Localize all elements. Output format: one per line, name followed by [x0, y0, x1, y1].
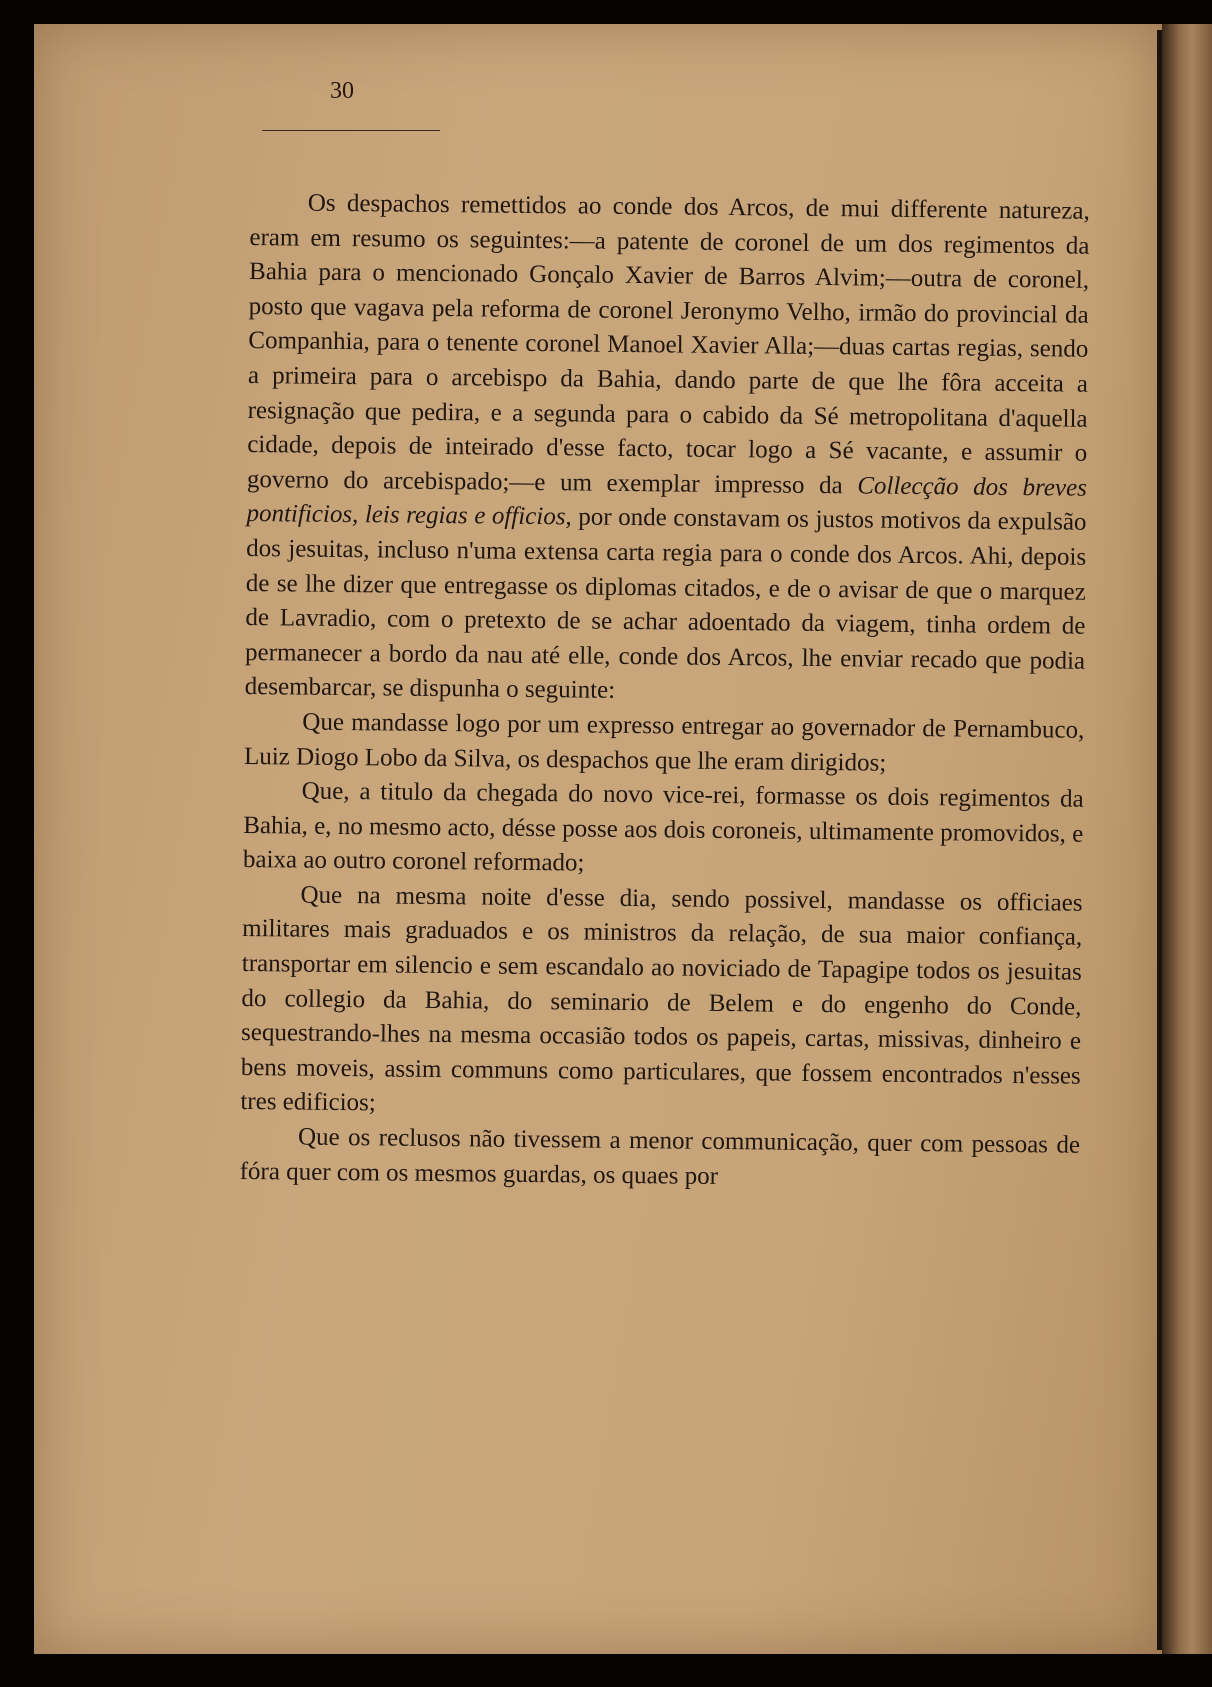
paragraph-regimentos: Que, a titulo da chegada do novo vice-rei, formasse os dois regimentos da Bahia, e, no mesmo acto, désse posse aos dois coroneis, ultimamente promovidos, e baixa ao outro coronel reformado; — [242, 777, 1084, 877]
paragraph-reclusos: Que os reclusos não tivessem a menor communicação, quer com pessoas de fóra quer com os mesmos guardas, os quaes por — [239, 1123, 1081, 1190]
paragraph-1-continued: por onde constavam os justos motivos da expulsão dos jesuitas, incluso n'uma extensa carta regia para o conde dos Arcos. Ahi, depois de se lhe dizer que entregasse os diplomas citados, e de o avisar de que o marquez de Lavradio, com o pretexto de se achar adoentado da viagem, tinha ordem de permanecer a bordo da nau até elle, conde dos Arcos, lhe enviar recado que podia desembarcar, se dispunha o seguinte: — [244, 503, 1087, 705]
body-text — [239, 186, 1089, 1198]
paragraph-pernambuco: Que mandasse logo por um expresso entregar ao governador de Pernambuco, Luiz Diogo Lobo da Silva, os despachos que lhe eram dirigidos; — [243, 708, 1085, 777]
book-spine — [1162, 24, 1212, 1654]
paragraph-jesuitas: Que na mesma noite d'esse dia, sendo possivel, mandasse os officiaes militares mais graduados e os ministros da relação, de sua maior confiança, transportar em silencio e sem escandalo ao noviciado de Tapagipe todos os jesuitas do collegio da Bahia, do seminario de Belem e do engenho do Conde, sequestrando-lhes na mesma occasião todos os papeis, cartas, missivas, dinheiro e bens moveis, assim communs como particulares, que fossem encontrados n'esses tres edificios; — [240, 881, 1083, 1117]
paragraph-despachos — [245, 186, 1090, 714]
page-number: 30 — [330, 78, 354, 104]
header-rule — [262, 130, 440, 131]
paragraph-1-text: Os despachos remettidos ao conde dos Arcos, de mui differente natureza, eram em resumo os seguintes:—a patente de coronel de um dos regimentos da Bahia para o mencionado Gonçalo Xavier de Barros Alvim;—outra de coronel, posto que vagava pela reforma de coronel Jeronymo Velho, irmão do provincial da Companhia, para o tenente coronel Manoel Xavier Alla;—duas cartas regias, sendo a primeira para o arcebispo da Bahia, dando parte de que lhe fôra acceita a resignação que pedira, e a segunda para o cabido da Sé metropolitana d'aquella cidade, depois de inteirado d'esse facto, tocar logo a Sé vacante, e assumir o governo do arcebispado;—e um exemplar impresso da — [246, 189, 1090, 500]
publication-title: Collecção dos breves pontificios, leis regias e officios, — [246, 472, 1088, 531]
